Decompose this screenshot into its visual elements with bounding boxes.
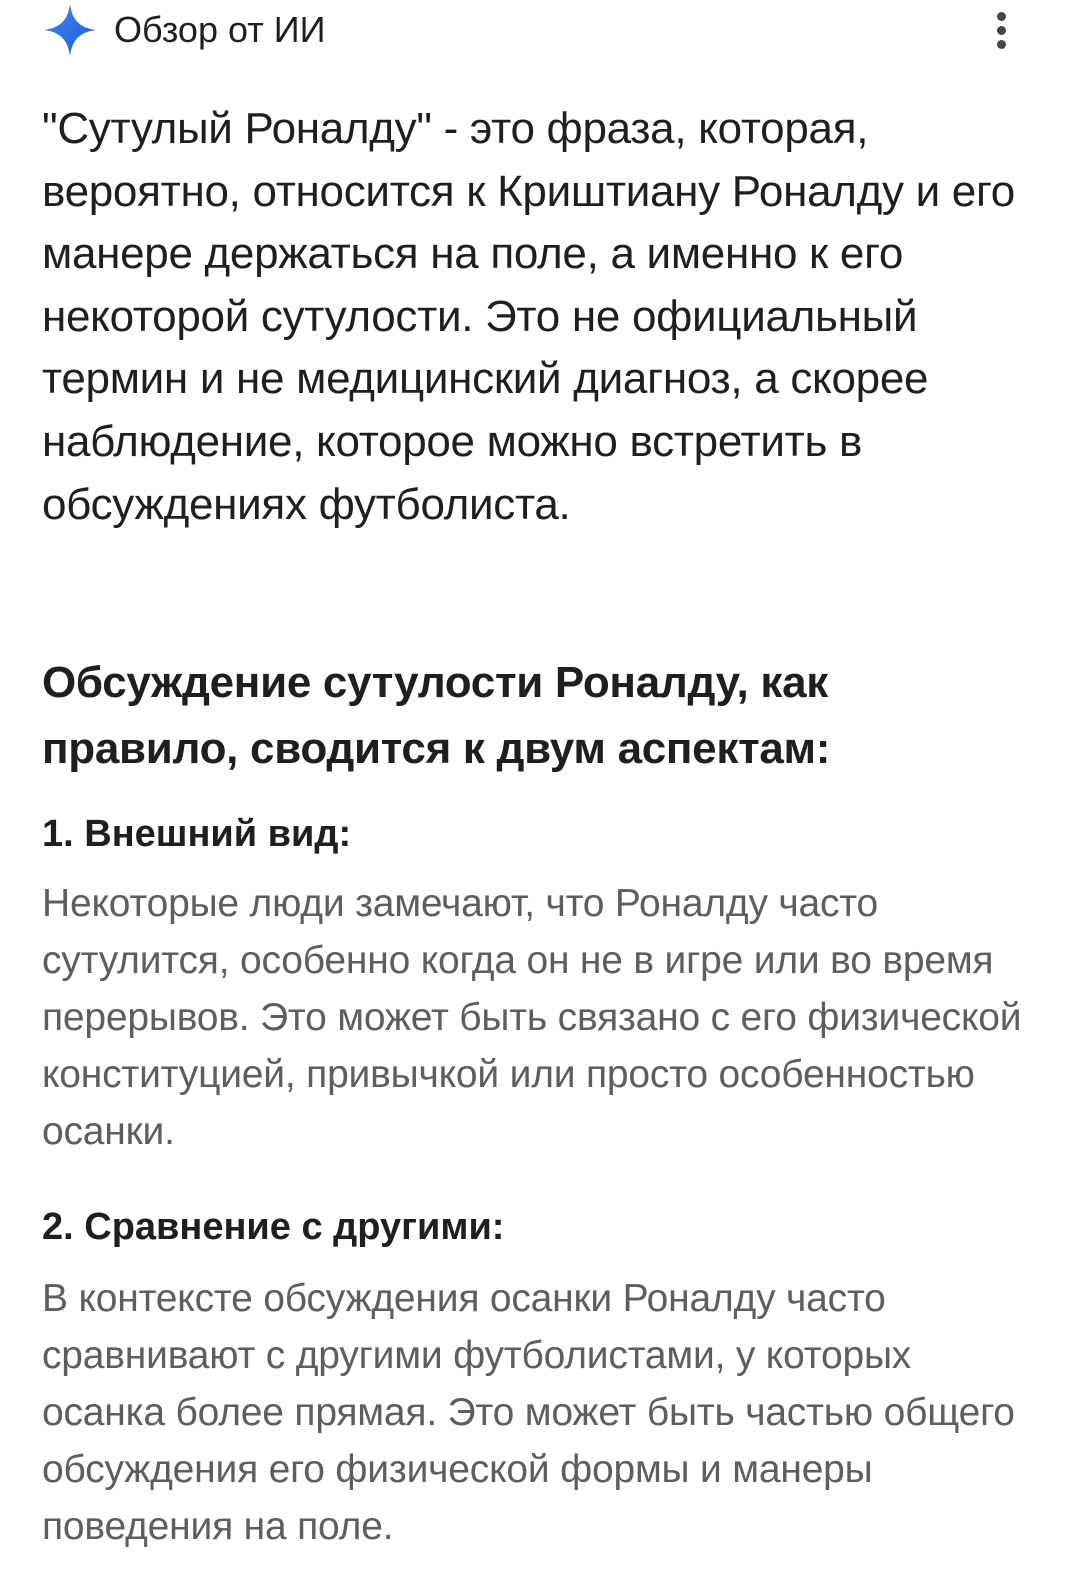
list-item-body: В контексте обсуждения осанки Роналду часто сравнивают с другими футболистами, у которых осанка более прямая. Это может быть частью общего обсуждения его физической формы и манеры поведения на поле. bbox=[42, 1277, 1015, 1548]
more-vert-icon bbox=[997, 12, 1006, 21]
section-heading: Обсуждение сутулости Роналду, как правило, сводится к двум аспектам: bbox=[42, 658, 831, 773]
header-title: Обзор от ИИ bbox=[114, 9, 326, 50]
more-options-button[interactable] bbox=[982, 4, 1022, 56]
sparkle-icon bbox=[42, 2, 98, 58]
list-item-title: 1. Внешний вид: bbox=[42, 813, 352, 855]
intro-paragraph: "Сутулый Роналду" - это фраза, которая, вероятно, относится к Криштиану Роналду и его манере держаться на поле, а именно к его некоторой сутулости. Это не официальный термин и не медицинский диагноз, а скорее наблюдение, которое можно встретить в обсуждениях футболиста. bbox=[42, 104, 1015, 529]
ai-overview-header bbox=[42, 0, 1022, 62]
list-item-body: Некоторые люди замечают, что Роналду часто сутулится, особенно когда он не в игре или во время перерывов. Это может быть связано с его физической конституцией, привычкой или просто особенностью осанки. bbox=[42, 882, 1022, 1153]
list-item-title: 2. Сравнение с другими: bbox=[42, 1206, 505, 1248]
